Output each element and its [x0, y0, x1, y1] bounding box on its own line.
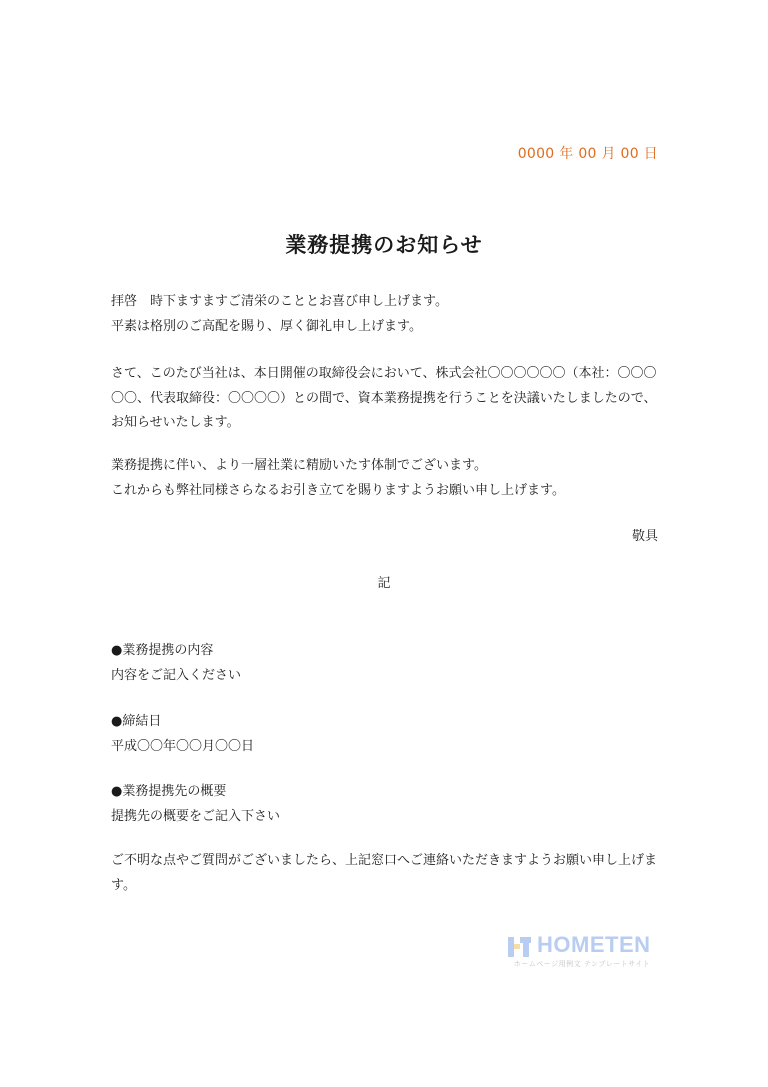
closing-line: これからも弊社同様さらなるお引き立てを賜りますようお願い申し上げます。 [111, 482, 565, 498]
section-partnership-content [111, 639, 661, 688]
greeting-block [111, 290, 661, 339]
section-heading: ●締結日 [111, 714, 162, 729]
hometen-subtitle: ホームページ用例文 テンプレートサイト [513, 960, 651, 968]
closing-line: 業務提携に伴い、より一層社業に精励いたす体制でございます。 [111, 458, 487, 473]
section-partner-overview [111, 780, 661, 829]
section-conclusion-date [111, 710, 661, 759]
hometen-watermark [507, 932, 657, 972]
hometen-logo-icon [507, 934, 533, 960]
greeting-line: 平素は格別のご高配を賜り、厚く御礼申し上げます。 [111, 318, 422, 334]
ki-marker: 記 [377, 576, 391, 591]
section-body: 内容をご記入ください [111, 667, 242, 683]
document-title: 業務提携のお知らせ [285, 232, 483, 257]
final-paragraph: ご不明な点やご質問がございましたら、上記窓口へご連絡いただきますようお願い申し上げます。 [111, 853, 658, 893]
main-paragraph-block [111, 362, 661, 436]
main-paragraph: さて、このたび当社は、本日開催の取締役会において、株式会社〇〇〇〇〇〇（本社：〇〇〇〇〇、代表取締役：〇〇〇〇）との間で、資本業務提携を行うことを決議いたしましたので、お知らせいたします。 [111, 366, 657, 430]
closing-block [111, 454, 661, 503]
section-body: 平成〇〇年〇〇月〇〇日 [111, 738, 255, 754]
document-date: 0000 年 00 月 00 日 [517, 146, 658, 162]
section-heading: ●業務提携の内容 [111, 643, 214, 658]
keigu-closing: 敬具 [631, 529, 658, 544]
final-block [111, 849, 661, 898]
hometen-brand: HOMETEN [537, 932, 651, 957]
greeting-line: 拝啓 時下ますますご清栄のこととお喜び申し上げます。 [111, 294, 448, 309]
section-heading: ●業務提携先の概要 [111, 784, 227, 799]
section-body: 提携先の概要をご記入下さい [111, 808, 281, 824]
